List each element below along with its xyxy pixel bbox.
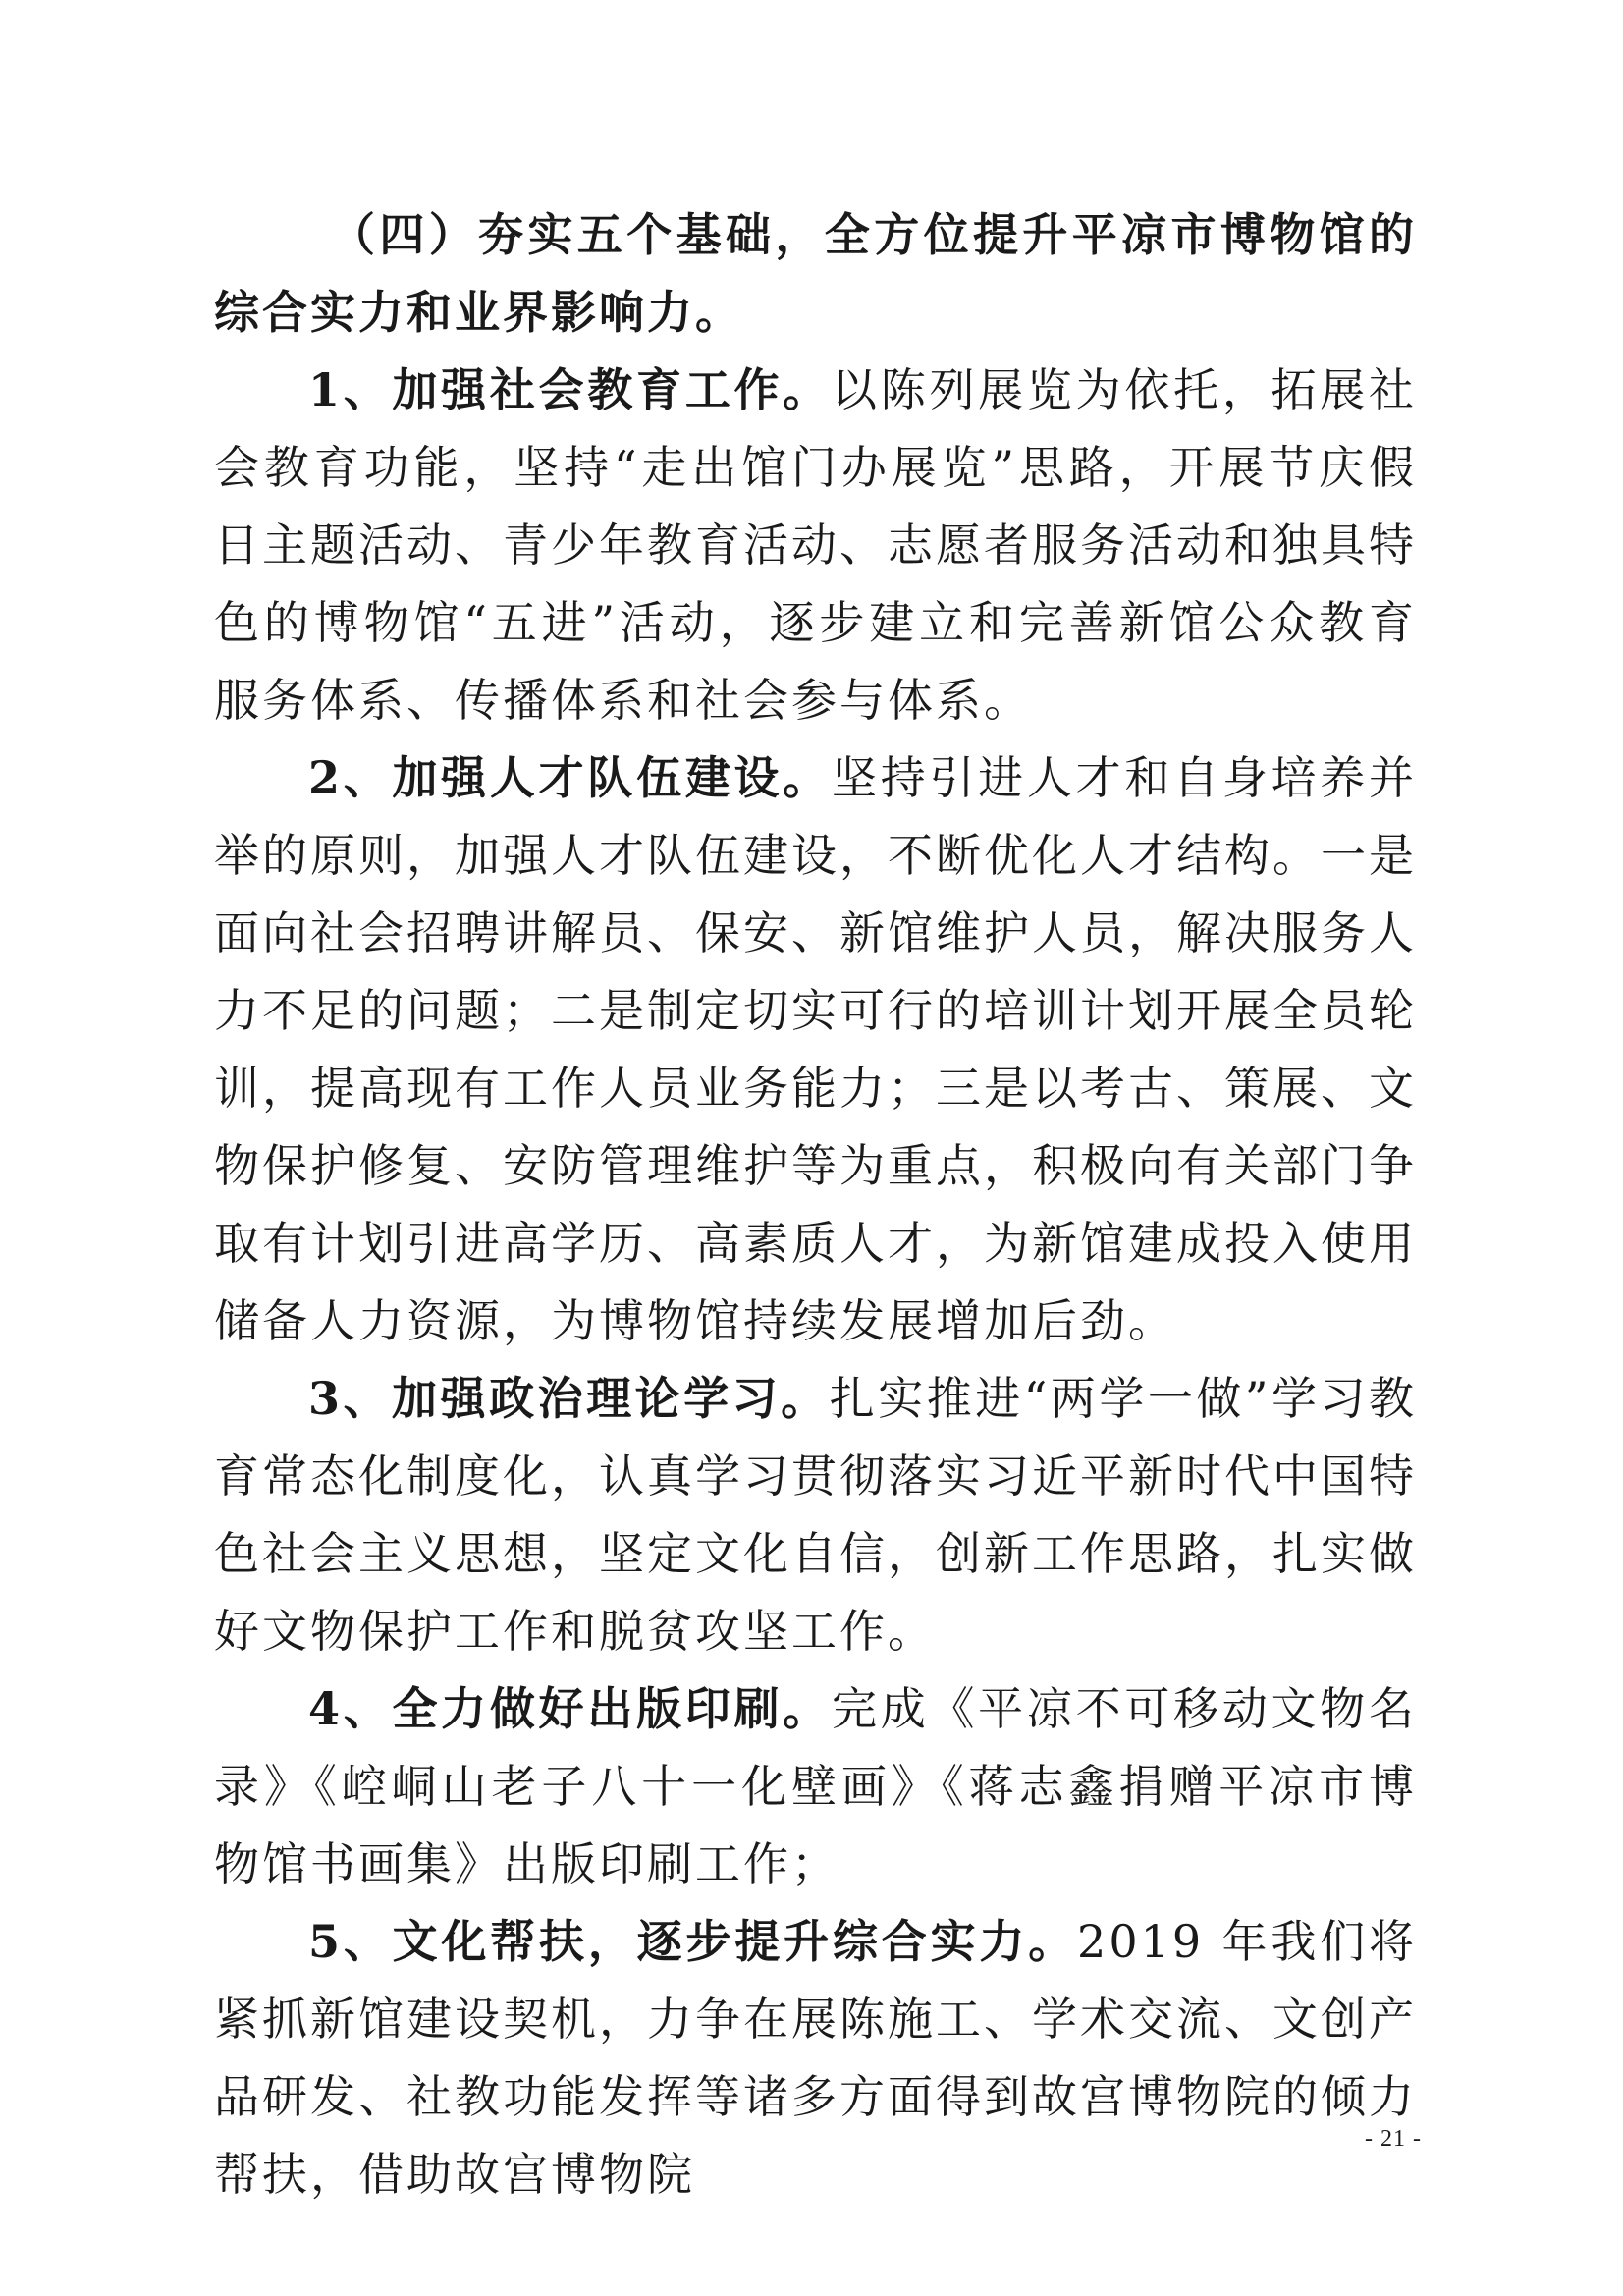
item-body: 完成《平凉不可移动文物名录》《崆峒山老子八十一化壁画》《蒋志鑫捐赠平凉市博物馆书画集》出版印刷工作； bbox=[214, 1682, 1417, 1890]
item-lead: 1、加强社会教育工作。 bbox=[308, 363, 832, 416]
paragraph-item-2 bbox=[214, 739, 1417, 1360]
paragraph-item-1 bbox=[214, 352, 1417, 739]
item-lead: 3、加强政治理论学习。 bbox=[308, 1372, 830, 1425]
item-body: 扎实推进“两学一做”学习教育常态化制度化，认真学习贯彻落实习近平新时代中国特色社会主义思想，坚定文化自信，创新工作思路，扎实做好文物保护工作和脱贫攻坚工作。 bbox=[214, 1372, 1417, 1658]
paragraph-item-3 bbox=[214, 1360, 1417, 1670]
document-body bbox=[214, 196, 1417, 2214]
section-heading: （四）夯实五个基础，全方位提升平凉市博物馆的综合实力和业界影响力。 bbox=[214, 208, 1417, 339]
item-body: 2019 年我们将紧抓新馆建设契机，力争在展陈施工、学术交流、文创产品研发、社教功能发挥等诸多方面得到故宫博物院的倾力帮扶，借助故宫博物院 bbox=[214, 1915, 1417, 2201]
paragraph-item-4 bbox=[214, 1670, 1417, 1903]
paragraph-item-5 bbox=[214, 1903, 1417, 2214]
item-lead: 4、全力做好出版印刷。 bbox=[308, 1682, 832, 1735]
item-lead: 5、文化帮扶，逐步提升综合实力。 bbox=[308, 1915, 1078, 1968]
item-body: 以陈列展览为依托，拓展社会教育功能，坚持“走出馆门办展览”思路，开展节庆假日主题活动、青少年教育活动、志愿者服务活动和独具特色的博物馆“五进”活动，逐步建立和完善新馆公众教育服务体系、传播体系和社会参与体系。 bbox=[214, 363, 1417, 727]
item-body: 坚持引进人才和自身培养并举的原则，加强人才队伍建设，不断优化人才结构。一是面向社会招聘讲解员、保安、新馆维护人员，解决服务人力不足的问题；二是制定切实可行的培训计划开展全员轮训，提高现有工作人员业务能力；三是以考古、策展、文物保护修复、安防管理维护等为重点，积极向有关部门争取有计划引进高学历、高素质人才，为新馆建成投入使用储备人力资源，为博物馆持续发展增加后劲。 bbox=[214, 751, 1417, 1347]
page-number: - 21 - bbox=[1365, 2126, 1422, 2152]
item-lead: 2、加强人才队伍建设。 bbox=[308, 751, 832, 804]
